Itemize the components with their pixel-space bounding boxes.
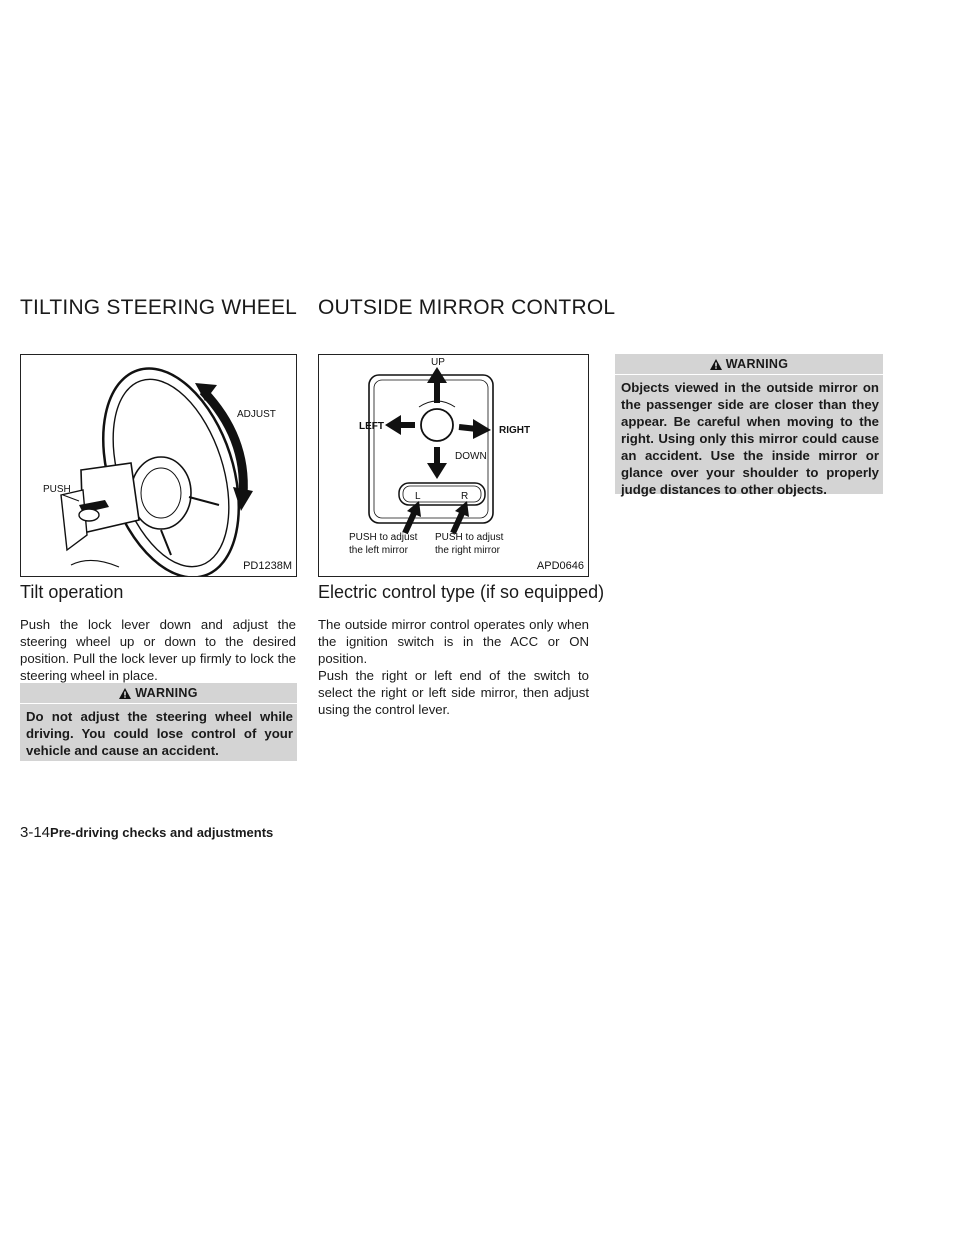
section-heading-outside-mirror-control: OUTSIDE MIRROR CONTROL — [318, 296, 616, 319]
warning-triangle-icon — [710, 359, 722, 370]
adjust-label: ADJUST — [237, 409, 276, 420]
warning-triangle-icon — [119, 688, 131, 699]
section-heading-tilting-steering-wheel: TILTING STEERING WHEEL — [20, 296, 298, 319]
push-label: PUSH — [43, 484, 71, 495]
warning-header — [20, 683, 297, 704]
page-number: 3-14 — [20, 824, 51, 841]
warning-label: WARNING — [135, 686, 198, 700]
steering-wheel-figure — [20, 354, 297, 577]
warning-text: Do not adjust the steering wheel while driving. You could lose control of your vehicle and cause an accident. — [26, 709, 293, 758]
push-left-label-line2: the left mirror — [349, 545, 408, 556]
down-label: DOWN — [455, 451, 487, 462]
electric-control-text-1: The outside mirror control operates only when the ignition switch is in the ACC or ON position. — [318, 617, 589, 666]
push-left-label-line1: PUSH to adjust — [349, 532, 418, 543]
r-label: R — [461, 491, 469, 502]
steering-wheel-illustration — [21, 355, 297, 577]
figure-code: APD0646 — [536, 560, 584, 572]
figure-code: PD1238M — [243, 560, 292, 572]
page-footer — [20, 824, 273, 841]
warning-label: WARNING — [725, 357, 789, 371]
chapter-title: Pre-driving checks and adjustments — [50, 825, 274, 840]
left-label: LEFT — [359, 421, 384, 432]
warning-text: Objects viewed in the outside mirror on the passenger side are closer than they appear. Be careful when moving to the right. Using only this mirror could cause an accident. Use the inside mirror or glance over your shoulder to properly judge distances to other objects. — [621, 380, 879, 497]
right-label: RIGHT — [499, 425, 531, 436]
mirror-switch-illustration — [319, 355, 589, 577]
push-right-label-line1: PUSH to adjust — [435, 532, 504, 543]
up-label: UP — [431, 357, 445, 368]
l-label: L — [415, 491, 421, 502]
electric-control-heading: Electric control type (if so equipped) — [318, 582, 605, 602]
tilt-operation-text: Push the lock lever down and adjust the steering wheel up or down to the desired position. Pull the lock lever up firmly to lock the steering wheel in place. — [20, 617, 296, 683]
tilt-operation-heading: Tilt operation — [20, 582, 124, 602]
electric-control-text-2: Push the right or left end of the switch to select the right or left side mirror, then adjust using the control lever. — [318, 668, 589, 717]
mirror-warning-box — [615, 354, 883, 497]
tilt-warning-box — [20, 683, 297, 761]
push-right-label-line2: the right mirror — [435, 545, 501, 556]
warning-header — [615, 354, 883, 375]
mirror-control-figure — [318, 354, 589, 577]
